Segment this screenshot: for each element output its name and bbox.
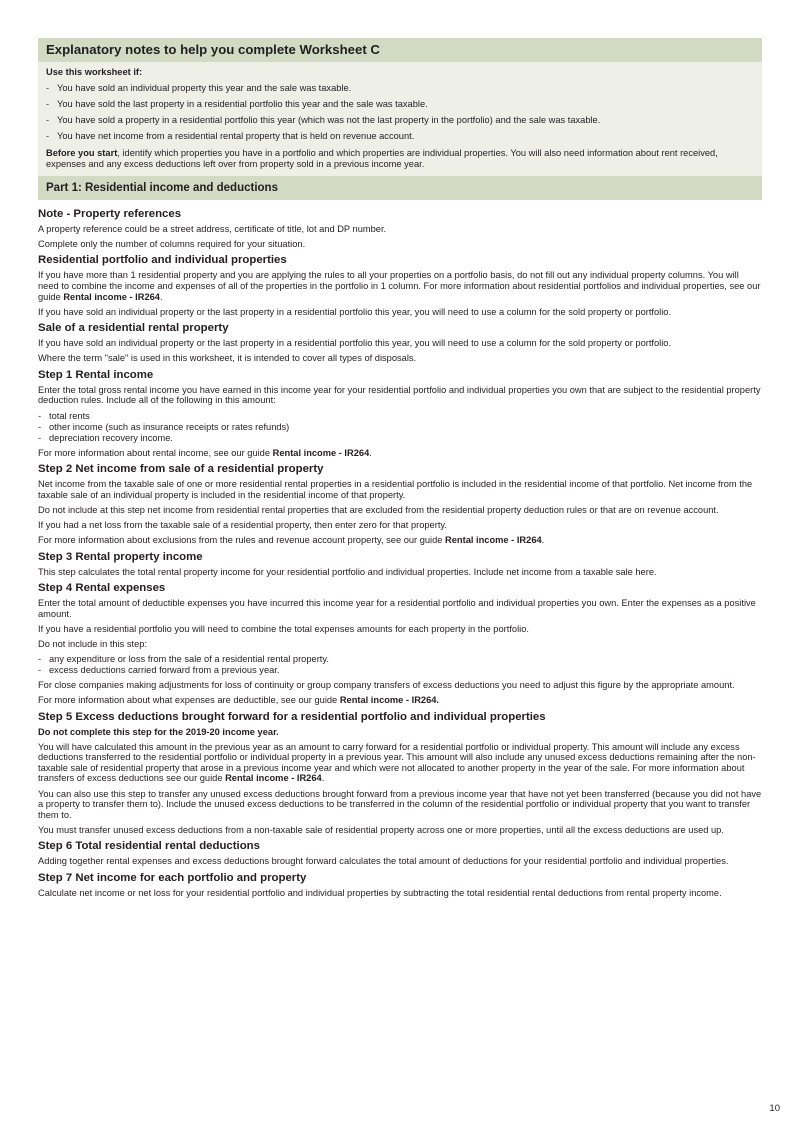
paragraph: Where the term "sale" is used in this worksheet, it is intended to cover all types of disposals. — [38, 353, 417, 364]
text: For more information about exclusions from the rules and revenue account property, see our guide — [38, 535, 446, 545]
list-item: - You have net income from a residential rental property that is held on revenue account. — [46, 131, 754, 142]
section-heading: Step 7 Net income for each portfolio and property — [38, 871, 307, 884]
income-list — [38, 411, 762, 444]
section-heading: Note - Property references — [38, 207, 182, 220]
page — [38, 38, 762, 904]
list-item: - excess deductions carried forward from a previous year. — [38, 665, 762, 676]
section-portfolio — [38, 254, 762, 317]
paragraph — [38, 270, 762, 302]
paragraph: Do not include at this step net income from residential rental properties that are excluded from the residential property deduction rules or that are on revenue account. — [38, 504, 719, 515]
section-sale — [38, 322, 762, 364]
paragraph — [38, 448, 762, 459]
paragraph: This step calculates the total rental property income for your residential portfolio and individual properties. Include net income from a taxable sale here. — [38, 566, 657, 577]
text: . — [369, 447, 372, 458]
section-heading: Step 4 Rental expenses — [38, 582, 166, 595]
page-title: Explanatory notes to help you complete Worksheet C — [38, 38, 762, 62]
list-item: - total rents — [38, 411, 762, 422]
paragraph: Net income from the taxable sale of one or more residential rental properties in a residential portfolio is included in the residential income of that portfolio. Net income from the taxable sale of an individual property is included in the residential income of that property. — [38, 479, 753, 500]
section-heading: Residential portfolio and individual properties — [38, 254, 287, 267]
before-bold: Before you start — [46, 147, 118, 158]
part1-title: Part 1: Residential income and deductions — [38, 176, 762, 200]
paragraph: You can also use this step to transfer any unused excess deductions brought forward from a previous income year that have not yet been transferred (because you did not have a property to transfer them to). Include the unused excess deductions to be transferred in the column of the residential portfolio or individual property that you want to transfer them to. — [38, 788, 762, 820]
paragraph: If you have sold an individual property or the last property in a residential portfolio this year, you will need to use a column for the sold property or portfolio. — [38, 306, 672, 317]
list-item: - any expenditure or loss from the sale of a residential rental property. — [38, 654, 762, 665]
intro-box — [38, 62, 762, 176]
paragraph: Adding together rental expenses and excess deductions brought forward calculates the total amount of deductions for your residential portfolio and individual properties. — [38, 856, 729, 867]
guide-reference: Rental income - IR264 — [63, 291, 160, 302]
list-item: - You have sold the last property in a residential portfolio this year and the sale was taxable. — [46, 99, 754, 110]
before-text: , identify which properties you have in a portfolio and which properties are individual properties. You will also need information about rent received, expenses and any excess deductions left over from property sold in a previous income year. — [46, 147, 718, 170]
guide-reference: Rental income - IR264 — [445, 535, 542, 545]
section-step5 — [38, 711, 762, 836]
use-list — [46, 83, 754, 142]
section-heading: Step 1 Rental income — [38, 368, 154, 381]
paragraph: Complete only the number of columns required for your situation. — [38, 238, 306, 249]
list-item: - You have sold an individual property this year and the sale was taxable. — [46, 83, 754, 94]
paragraph: Enter the total gross rental income you have earned in this income year for your residential portfolio and individual properties you own that are subject to the residential property deduction rules. Include all of the following in this amount: — [38, 384, 761, 406]
text: For more information about what expenses are deductible, see our guide — [38, 694, 340, 705]
section-heading: Step 3 Rental property income — [38, 550, 203, 563]
section-heading: Sale of a residential rental property — [38, 322, 229, 335]
use-label: Use this worksheet if: — [46, 67, 143, 77]
content — [38, 200, 762, 899]
text: . — [159, 291, 163, 302]
paragraph — [38, 742, 762, 784]
list-item: - other income (such as insurance receipts or rates refunds) — [38, 422, 762, 433]
paragraph: A property reference could be a street address, certificate of title, lot and DP number. — [38, 223, 387, 234]
guide-reference: Rental income - IR264. — [339, 694, 440, 705]
paragraph: Enter the total amount of deductible expenses you have incurred this income year for a residential portfolio and individual properties you own. Enter the expenses as a positive amount. — [38, 598, 756, 619]
section-note — [38, 208, 762, 250]
section-heading: Step 2 Net income from sale of a residential property — [38, 463, 324, 476]
paragraph: If you had a net loss from the taxable sale of a residential property, then enter zero for that property. — [38, 519, 447, 530]
page-number: 10 — [769, 1103, 780, 1114]
text: You will have calculated this amount in the previous year as an amount to carry forward for a residential portfolio or individual property. This amount will include any excess deductions transferred to the residential portfolio or individual property in a previous year. This amount will also include any unused excess deductions remaining after the non-taxable sale of residential property that arose in a previous income year and which were not allocated to another property in the year of the sale. For more information about transfers of excess deductions see our guide — [38, 741, 756, 784]
list-item: - depreciation recovery income. — [38, 433, 762, 444]
section-heading: Step 6 Total residential rental deductions — [38, 840, 260, 853]
text: For more information about rental income, see our guide — [38, 447, 273, 458]
section-heading: Step 5 Excess deductions brought forward for a residential portfolio and individual properties — [38, 710, 546, 723]
exclusion-list — [38, 654, 762, 676]
section-step4 — [38, 582, 762, 705]
section-step2 — [38, 463, 762, 545]
paragraph: You must transfer unused excess deductions from a non-taxable sale of residential property across one or more properties, until all the excess deductions are used up. — [38, 824, 724, 835]
paragraph — [38, 535, 762, 546]
text: . — [321, 773, 325, 784]
list-item: - You have sold a property in a residential portfolio this year (which was not the last property in the portfolio) and the sale was taxable. — [46, 115, 754, 126]
paragraph — [38, 695, 762, 706]
section-step1 — [38, 369, 762, 458]
paragraph: Calculate net income or net loss for your residential portfolio and individual properties by subtracting the total residential rental deductions from rental property income. — [38, 887, 722, 898]
paragraph: If you have sold an individual property or the last property in a residential portfolio this year, you will need to use a column for the sold property or portfolio. — [38, 338, 672, 349]
section-step7 — [38, 872, 762, 899]
text: If you have more than 1 residential property and you are applying the rules to all your properties on a portfolio basis, do not fill out any individual property columns. You will need to combine the income and expenses of all of the properties in the portfolio in 1 column. For more information about residential portfolios and individual properties, see our guide — [38, 270, 761, 302]
paragraph: For close companies making adjustments for loss of continuity or group company transfers of excess deductions you need to adjust this figure by the appropriate amount. — [38, 679, 735, 690]
guide-reference: Rental income - IR264 — [225, 773, 322, 784]
before-you-start — [46, 148, 754, 171]
paragraph: If you have a residential portfolio you will need to combine the total expenses amounts for each property in the portfolio. — [38, 623, 529, 634]
section-step6 — [38, 840, 762, 867]
warning-text: Do not complete this step for the 2019-20 income year. — [38, 726, 279, 737]
text: . — [541, 535, 545, 545]
section-step3 — [38, 551, 762, 578]
guide-reference: Rental income - IR264 — [272, 447, 370, 458]
paragraph: Do not include in this step: — [38, 638, 148, 649]
